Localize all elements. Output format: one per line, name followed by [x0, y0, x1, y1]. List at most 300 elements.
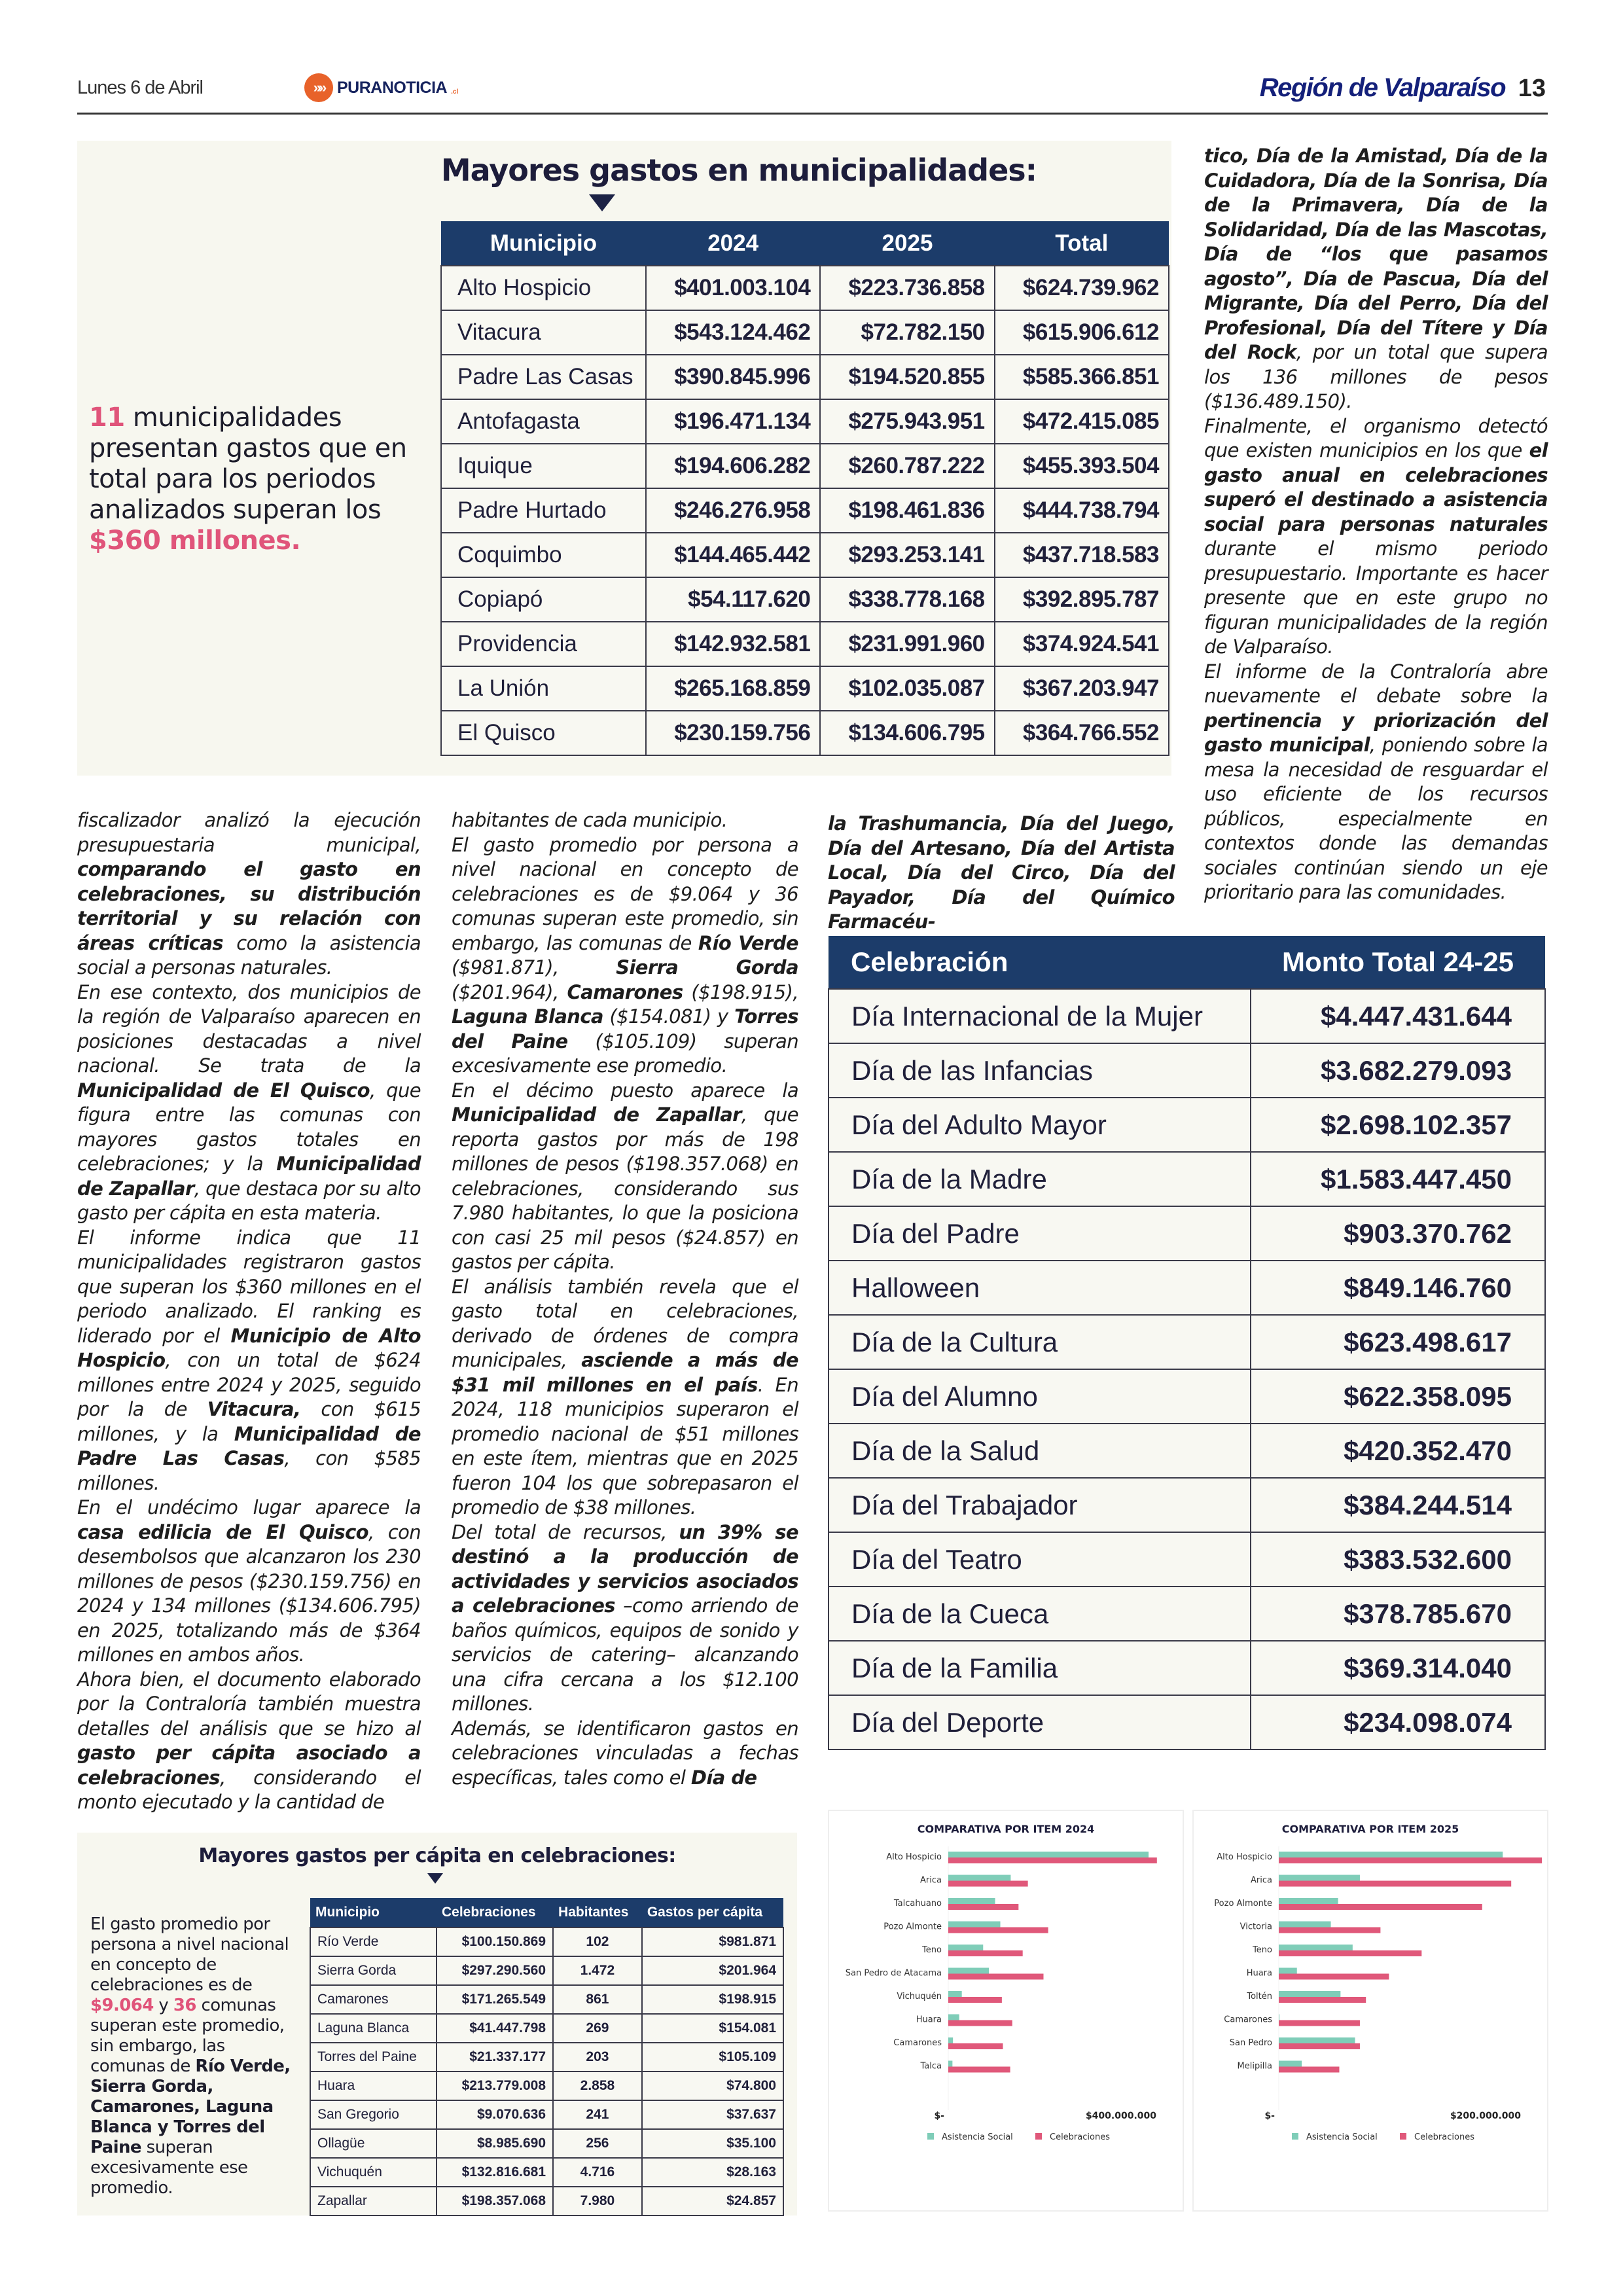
legend-swatch-celebraciones	[1400, 2133, 1406, 2140]
municipality-cell: El Quisco	[441, 711, 646, 755]
bar-asistencia-social	[948, 1852, 1149, 1857]
municipality-cell: $338.778.168	[820, 577, 994, 622]
bar-celebraciones	[948, 1950, 1023, 1956]
text-run: , con un total de $624 millones entre 2024 y 2025, seguido por la de	[77, 1349, 421, 1420]
text-run: ($198.915),	[683, 980, 798, 1003]
top-callout	[89, 403, 416, 556]
municipality-cell: Vitacura	[441, 310, 646, 355]
celebration-cell: $369.314.040	[1251, 1641, 1545, 1695]
celebration-row	[829, 1261, 1545, 1315]
municipality-cell: $390.845.996	[646, 355, 820, 399]
municipalities-table	[440, 221, 1169, 756]
per-capita-cell: $8.985.690	[437, 2129, 553, 2158]
category-label: Camarones	[1224, 2015, 1272, 2025]
bar-asistencia-social	[1279, 1852, 1503, 1857]
municipality-cell: $455.393.504	[995, 444, 1169, 488]
category-label: Victoria	[1240, 1922, 1272, 1932]
per-capita-row	[310, 2158, 783, 2187]
celebration-row	[829, 1641, 1545, 1695]
text-run: ($981.871),	[452, 956, 616, 978]
municipality-cell: $265.168.859	[646, 666, 820, 711]
text-run: como la asistencia social a personas naturales.	[77, 931, 421, 978]
celebration-cell: $3.682.279.093	[1251, 1043, 1545, 1098]
per-capita-cell: $21.337.177	[437, 2043, 553, 2072]
celebration-cell: $622.358.095	[1251, 1369, 1545, 1424]
municipality-cell: $223.736.858	[820, 266, 994, 310]
text-run: con $615 millones, y la	[77, 1398, 421, 1445]
municipality-cell: $615.906.612	[995, 310, 1169, 355]
municipality-cell: $246.276.958	[646, 488, 820, 533]
municipality-cell: $230.159.756	[646, 711, 820, 755]
per-capita-row	[310, 1985, 783, 2014]
per-capita-cell: $198.915	[642, 1985, 783, 2014]
celebration-row	[829, 1532, 1545, 1587]
per-capita-cell: 241	[553, 2100, 642, 2129]
celebration-cell: Día del Adulto Mayor	[829, 1098, 1251, 1152]
per-capita-cell: Zapallar	[310, 2187, 437, 2215]
text-run: El gasto promedio por persona a nivel nacional en concepto de celebraciones es de $9.064 y 36 comunas superan este promedio, sin embargo, las comunas de	[452, 833, 798, 954]
bar-celebraciones	[1279, 1881, 1511, 1887]
municipality-cell: $444.738.794	[995, 488, 1169, 533]
category-label: Vichuquén	[897, 1992, 942, 2001]
text-run: comunas superan este promedio, sin embargo, las comunas de	[90, 1996, 285, 2076]
text-run: y	[153, 1996, 173, 2015]
celebration-cell: $2.698.102.357	[1251, 1098, 1545, 1152]
bar-celebraciones	[948, 1997, 1002, 2003]
celebration-row	[829, 989, 1545, 1043]
celebration-cell: Día del Deporte	[829, 1695, 1251, 1749]
per-capita-cell: $154.081	[642, 2014, 783, 2043]
text-run: . En 2024, 118 municipios superaron el promedio nacional de $51 millones en este ítem, mientras que en 2025 fueron 104 los que sobrepasaron el promedio de $38 millones.	[452, 1373, 799, 1518]
text-run: Además, se identificaron gastos en celebraciones vinculadas a fechas específicas, tales como el	[452, 1717, 798, 1789]
per-capita-cell: 861	[553, 1985, 642, 2014]
celebration-cell: Día de las Infancias	[829, 1043, 1251, 1098]
municipality-cell: Coquimbo	[441, 533, 646, 577]
municipality-cell: $72.782.150	[820, 310, 994, 355]
per-capita-cell: $105.109	[642, 2043, 783, 2072]
municipality-cell: $585.366.851	[995, 355, 1169, 399]
category-label: Huara	[916, 2015, 942, 2025]
bar-celebraciones	[1279, 1997, 1366, 2003]
celebration-cell: Día del Trabajador	[829, 1478, 1251, 1532]
top-infobox	[77, 141, 1171, 776]
per-capita-cell: Sierra Gorda	[310, 1956, 437, 1985]
text-run: , que destaca por su alto gasto per cápita en esta materia.	[77, 1177, 421, 1224]
celebration-cell: $1.583.447.450	[1251, 1152, 1545, 1206]
bar-celebraciones	[1279, 2043, 1360, 2049]
category-label: Arica	[920, 1875, 942, 1886]
bold-run: Municipalidad de Zapallar	[452, 1103, 741, 1126]
article-column-1	[77, 808, 421, 1815]
per-capita-callout	[90, 1914, 293, 2198]
category-label: Alto Hospicio	[886, 1852, 942, 1862]
publication-logo[interactable]	[304, 73, 458, 102]
celebration-cell: Día del Padre	[829, 1206, 1251, 1261]
category-label: Talca	[920, 2061, 942, 2072]
per-capita-row	[310, 2100, 783, 2129]
bar-asistencia-social	[948, 1945, 983, 1950]
bold-run: Municipio de Alto Hospicio	[77, 1324, 421, 1371]
bold-run: la Trashumancia, Día del Juego, Día del Artesano, Día del Artista Local, Día del Circo, Día del Payador, Día del Químico Farmacéu-	[828, 812, 1175, 933]
arrow-down-icon	[589, 194, 615, 211]
arrow-down-icon	[427, 1873, 443, 1884]
municipality-row	[441, 577, 1169, 622]
per-capita-cell: $100.150.869	[437, 1928, 553, 1956]
bar-asistencia-social	[1279, 2037, 1355, 2043]
municipality-cell: $367.203.947	[995, 666, 1169, 711]
article-paragraph	[77, 1668, 421, 1815]
bar-celebraciones	[948, 1904, 1018, 1910]
highlight-run: $9.064	[90, 1996, 154, 2015]
text-run: , por un total que supera los 136 millones de pesos ($136.489.150).	[1204, 341, 1548, 412]
per-capita-cell: Vichuquén	[310, 2158, 437, 2187]
celebration-cell: $420.352.470	[1251, 1424, 1545, 1478]
article-paragraph	[452, 833, 798, 1079]
bar-asistencia-social	[1279, 1898, 1338, 1904]
text-run: El informe de la Contraloría abre nuevamente el debate sobre la	[1204, 660, 1548, 707]
per-capita-row	[310, 2187, 783, 2215]
bold-run: Día de	[690, 1766, 757, 1789]
celebration-row	[829, 1695, 1545, 1749]
municipality-cell: $543.124.462	[646, 310, 820, 355]
per-capita-cell: $132.816.681	[437, 2158, 553, 2187]
per-capita-cell: 1.472	[553, 1956, 642, 1985]
bar-asistencia-social	[948, 1922, 1001, 1928]
bold-run: casa edilicia de El Quisco	[77, 1520, 369, 1543]
per-capita-cell: Ollagüe	[310, 2129, 437, 2158]
bar-asistencia-social	[1279, 1945, 1353, 1950]
per-capita-title: Mayores gastos per cápita en celebraciones:	[198, 1844, 676, 1867]
bar-celebraciones	[948, 1974, 1043, 1980]
celebration-row	[829, 1043, 1545, 1098]
municipality-cell: La Unión	[441, 666, 646, 711]
per-capita-cell: 102	[553, 1928, 642, 1956]
municipality-cell: $102.035.087	[820, 666, 994, 711]
bar-asistencia-social	[1279, 2061, 1302, 2067]
text-run: El análisis también revela que el gasto total en celebraciones, derivado de órdenes de compra municipales,	[452, 1275, 798, 1371]
municipality-cell: $437.718.583	[995, 533, 1169, 577]
per-capita-infobox	[77, 1833, 797, 2215]
per-capita-cell: Huara	[310, 2072, 437, 2100]
municipality-row	[441, 266, 1169, 310]
celebration-row	[829, 1478, 1545, 1532]
highlight-run: 36	[173, 1996, 196, 2015]
municipality-cell: $624.739.962	[995, 266, 1169, 310]
category-label: Toltén	[1247, 1992, 1272, 2001]
per-capita-cell: San Gregorio	[310, 2100, 437, 2129]
bar-celebraciones	[1279, 1904, 1482, 1910]
bold-run: tico, Día de la Amistad, Día de la Cuidadora, Día de la Sonrisa, Día de la Primavera, Día de la Solidaridad, Día de las Mascotas, Día de “los que pasamos agosto”, Día de Pascua, Día del Migrante, Día del Perro, Día del Profesional, Día del Títere y Día del Rock	[1204, 145, 1548, 363]
municipality-cell: $196.471.134	[646, 399, 820, 444]
per-capita-cell: $201.964	[642, 1956, 783, 1985]
per-capita-header-cell: Habitantes	[553, 1898, 642, 1928]
per-capita-cell: Laguna Blanca	[310, 2014, 437, 2043]
category-label: Talcahuano	[893, 1899, 942, 1909]
municipality-cell: Alto Hospicio	[441, 266, 646, 310]
celebration-cell: $4.447.431.644	[1251, 989, 1545, 1043]
municipality-header-cell: Municipio	[441, 221, 646, 266]
municipality-cell: Providencia	[441, 622, 646, 666]
celebration-cell: Día de la Salud	[829, 1424, 1251, 1478]
legend-label: Celebraciones	[1050, 2132, 1110, 2142]
municipality-cell: $142.932.581	[646, 622, 820, 666]
per-capita-cell: 256	[553, 2129, 642, 2158]
celebration-cell: Halloween	[829, 1261, 1251, 1315]
article-paragraph	[77, 808, 421, 980]
text-run: –como arriendo de baños químicos, equipos de sonido y servicios de catering– alcanzando una cifra cercana a los $12.100 millones.	[452, 1594, 798, 1715]
article-paragraph	[1204, 660, 1548, 905]
bar-celebraciones	[948, 1857, 1157, 1863]
top-infobox-title: Mayores gastos en municipalidades:	[440, 152, 1037, 188]
per-capita-cell: $171.265.549	[437, 1985, 553, 2014]
per-capita-cell: 269	[553, 2014, 642, 2043]
text-run: En ese contexto, dos municipios de la región de Valparaíso aparecen en posiciones destacadas a nivel nacional. Se trata de la	[77, 980, 421, 1077]
legend-label: Asistencia Social	[1306, 2132, 1378, 2142]
callout-highlight: $360 millones.	[89, 526, 301, 556]
category-label: Pozo Almonte	[1214, 1899, 1272, 1909]
bold-run: Torres del Paine	[452, 1005, 798, 1052]
category-label: San Pedro de Atacama	[845, 1968, 942, 1979]
text-run: , considerando el monto ejecutado y la cantidad de	[77, 1766, 421, 1813]
bar-asistencia-social	[948, 1875, 1010, 1881]
per-capita-cell: $41.447.798	[437, 2014, 553, 2043]
article-column-2	[452, 808, 798, 1790]
per-capita-row	[310, 2129, 783, 2158]
legend-label: Celebraciones	[1414, 2132, 1474, 2142]
logo-chevrons-icon: »»	[304, 73, 333, 102]
legend-swatch-asistencia	[927, 2133, 934, 2140]
bar-asistencia-social	[1279, 1968, 1297, 1974]
municipality-cell: Padre Las Casas	[441, 355, 646, 399]
municipality-header-cell: 2024	[646, 221, 820, 266]
article-paragraph	[77, 980, 421, 1226]
bold-run: gasto per cápita asociado a celebraciones	[77, 1742, 421, 1789]
per-capita-cell: Torres del Paine	[310, 2043, 437, 2072]
per-capita-header-cell: Municipio	[310, 1898, 437, 1928]
per-capita-row	[310, 2043, 783, 2072]
celebration-cell: $384.244.514	[1251, 1478, 1545, 1532]
article-column-3	[828, 812, 1175, 935]
legend-swatch-asistencia	[1292, 2133, 1298, 2140]
municipality-cell: $293.253.141	[820, 533, 994, 577]
per-capita-cell: $213.779.008	[437, 2072, 553, 2100]
municipality-cell: $374.924.541	[995, 622, 1169, 666]
bold-run: Municipalidad de Zapallar	[77, 1153, 421, 1200]
celebration-row	[829, 1587, 1545, 1641]
celebration-cell: Día del Teatro	[829, 1532, 1251, 1587]
per-capita-row	[310, 1956, 783, 1985]
bar-celebraciones	[948, 2067, 1010, 2073]
per-capita-cell: 2.858	[553, 2072, 642, 2100]
bar-asistencia-social	[1279, 1922, 1331, 1928]
municipality-header-cell: 2025	[820, 221, 994, 266]
page-number: 13	[1518, 75, 1546, 102]
celebration-cell: $383.532.600	[1251, 1532, 1545, 1587]
category-label: Melipilla	[1237, 2061, 1272, 2072]
bar-asistencia-social	[948, 1968, 989, 1974]
celebration-cell: Día de la Cultura	[829, 1315, 1251, 1369]
callout-number: 11	[89, 403, 125, 433]
text-run: El gasto promedio por persona a nivel nacional en concepto de celebraciones es de	[90, 1914, 289, 1995]
per-capita-cell: $198.357.068	[437, 2187, 553, 2215]
text-run: durante el mismo periodo presupuestario. Importante es hacer presente que en este grupo no figuran municipalidades de la región de Valparaíso.	[1204, 537, 1548, 658]
municipality-cell: $392.895.787	[995, 577, 1169, 622]
per-capita-cell: $24.857	[642, 2187, 783, 2215]
celebration-row	[829, 1424, 1545, 1478]
municipality-row	[441, 399, 1169, 444]
bold-run: comparando el gasto en celebraciones, su distribución territorial y su relación con áreas críticas	[77, 858, 421, 954]
section-title: Región de Valparaíso	[1259, 73, 1505, 102]
bar-celebraciones	[1279, 1950, 1421, 1956]
bar-asistencia-social	[948, 2061, 952, 2067]
text-run: ($105.109) superan excesivamente ese promedio.	[452, 1030, 798, 1077]
category-label: San Pedro	[1229, 2038, 1272, 2048]
chart-title: COMPARATIVA POR ITEM 2025	[1281, 1823, 1459, 1835]
celebration-cell: Día de la Cueca	[829, 1587, 1251, 1641]
municipality-cell: $144.465.442	[646, 533, 820, 577]
text-run: En el décimo puesto aparece la	[452, 1079, 798, 1102]
per-capita-cell: $37.637	[642, 2100, 783, 2129]
issue-date: Lunes 6 de Abril	[77, 77, 203, 98]
celebration-cell: $903.370.762	[1251, 1206, 1545, 1261]
celebration-row	[829, 1098, 1545, 1152]
municipality-row	[441, 488, 1169, 533]
celebration-row	[829, 1152, 1545, 1206]
bar-celebraciones	[948, 2043, 1003, 2049]
municipality-row	[441, 666, 1169, 711]
bold-run: pertinencia y priorización del gasto municipal	[1204, 709, 1548, 756]
municipality-cell: Padre Hurtado	[441, 488, 646, 533]
per-capita-row	[310, 1928, 783, 1956]
celebration-header-cell: Monto Total 24-25	[1251, 936, 1545, 989]
article-paragraph	[452, 1717, 798, 1791]
per-capita-row	[310, 2014, 783, 2043]
text-run: Ahora bien, el documento elaborado por la Contraloría también muestra detalles del análisis que se hizo al	[77, 1668, 421, 1740]
municipality-cell: $198.461.836	[820, 488, 994, 533]
article-paragraph	[1204, 144, 1548, 414]
bold-run: asciende a más de $31 mil millones en el país	[452, 1349, 798, 1396]
municipality-cell: $194.606.282	[646, 444, 820, 488]
per-capita-cell: $297.290.560	[437, 1956, 553, 1985]
logo-wordmark: PURANOTICIA	[337, 78, 448, 97]
municipality-cell: Antofagasta	[441, 399, 646, 444]
bar-asistencia-social	[948, 2015, 959, 2020]
celebration-cell: Día del Alumno	[829, 1369, 1251, 1424]
bar-asistencia-social	[948, 1991, 962, 1997]
bold-run: Laguna Blanca	[452, 1005, 603, 1028]
bold-run: el gasto anual en celebraciones superó el destinado a asistencia social para personas naturales	[1204, 439, 1548, 535]
celebration-row	[829, 1315, 1545, 1369]
text-run: , que figura entre las comunas con mayores gastos totales en celebraciones; y la	[77, 1079, 421, 1175]
celebration-header-cell: Celebración	[829, 936, 1251, 989]
bar-celebraciones	[1279, 2020, 1360, 2026]
municipality-cell: Copiapó	[441, 577, 646, 622]
bar-celebraciones	[1279, 1928, 1380, 1933]
per-capita-cell: 203	[553, 2043, 642, 2072]
per-capita-cell: Río Verde	[310, 1928, 437, 1956]
municipality-cell: $54.117.620	[646, 577, 820, 622]
text-run: , con desembolsos que alcanzaron los 230 millones de pesos ($230.159.756) en 2024 y 134 millones ($134.606.795) en 2025, totalizando más de $364 millones en ambos años.	[77, 1520, 421, 1666]
celebration-cell: $623.498.617	[1251, 1315, 1545, 1369]
x-tick-label: $400.000.000	[1085, 2111, 1156, 2121]
bar-asistencia-social	[1279, 1875, 1360, 1881]
text-run: , que reporta gastos por más de 198 millones de pesos ($198.357.068) en celebraciones, considerando sus 7.980 habitantes, lo que la posiciona con casi 25 mil pesos ($24.857) en gastos per cápita.	[452, 1103, 798, 1273]
per-capita-cell: $9.070.636	[437, 2100, 553, 2129]
bar-asistencia-social	[948, 2037, 953, 2043]
text-run: habitantes de cada municipio.	[452, 809, 728, 831]
article-paragraph	[77, 1226, 421, 1496]
celebration-cell: Día de la Familia	[829, 1641, 1251, 1695]
bar-asistencia-social	[1279, 1991, 1340, 1997]
article-paragraph	[452, 808, 798, 833]
text-run: El informe indica que 11 municipalidades registraron gastos que superan los $360 millones en el periodo analizado. El ranking es liderado por el	[77, 1226, 421, 1347]
bold-run: Camarones	[567, 980, 683, 1003]
legend-label: Asistencia Social	[942, 2132, 1013, 2142]
text-run: , con $585 millones.	[77, 1447, 421, 1494]
chart-comparativa-2024	[828, 1810, 1184, 2212]
chart-title: COMPARATIVA POR ITEM 2024	[917, 1823, 1095, 1835]
bold-run: Sierra Gorda	[616, 956, 798, 978]
logo-domain: .cl	[451, 88, 459, 96]
x-tick-label: $-	[934, 2111, 944, 2121]
celebration-row	[829, 1369, 1545, 1424]
municipality-row	[441, 444, 1169, 488]
per-capita-cell: $28.163	[642, 2158, 783, 2187]
per-capita-header-cell: Celebraciones	[437, 1898, 553, 1928]
celebration-cell: Día de la Madre	[829, 1152, 1251, 1206]
article-paragraph	[452, 1520, 798, 1717]
per-capita-cell: 4.716	[553, 2158, 642, 2187]
per-capita-cell: $74.800	[642, 2072, 783, 2100]
bold-run: Municipalidad de El Quisco	[77, 1079, 370, 1102]
chart-comparativa-2025	[1192, 1810, 1548, 2212]
article-paragraph	[828, 812, 1175, 935]
bar-celebraciones	[948, 1928, 1048, 1933]
bold-run: Río Verde	[698, 931, 798, 954]
chart-2024-svg	[829, 1811, 1183, 2210]
per-capita-table	[310, 1898, 784, 2216]
municipality-cell: $194.520.855	[820, 355, 994, 399]
bar-celebraciones	[948, 2020, 1012, 2026]
celebration-cell: $849.146.760	[1251, 1261, 1545, 1315]
text-run: ($154.081) y	[603, 1005, 735, 1028]
municipality-cell: $275.943.951	[820, 399, 994, 444]
x-tick-label: $200.000.000	[1450, 2111, 1521, 2121]
bold-run: Municipalidad de Padre Las Casas	[77, 1422, 421, 1469]
category-label: Pozo Almonte	[883, 1922, 942, 1932]
celebration-row	[829, 1206, 1545, 1261]
article-paragraph	[1204, 414, 1548, 660]
text-run: En el undécimo lugar aparece la	[77, 1496, 421, 1518]
bar-asistencia-social	[948, 1898, 995, 1904]
bold-run: Vitacura,	[207, 1398, 301, 1420]
bold-run: un 39% se destinó a la producción de actividades y servicios asociados a celebraciones	[452, 1520, 798, 1617]
municipality-header-cell: Total	[995, 221, 1169, 266]
celebration-cell: $378.785.670	[1251, 1587, 1545, 1641]
municipality-row	[441, 711, 1169, 755]
municipality-row	[441, 533, 1169, 577]
text-run: superan excesivamente ese promedio.	[90, 2138, 248, 2198]
per-capita-cell: 7.980	[553, 2187, 642, 2215]
category-label: Camarones	[893, 2038, 942, 2048]
x-tick-label: $-	[1264, 2111, 1275, 2121]
legend-swatch-celebraciones	[1035, 2133, 1042, 2140]
celebration-cell: $234.098.074	[1251, 1695, 1545, 1749]
celebration-cell: Día Internacional de la Mujer	[829, 989, 1251, 1043]
category-label: Arica	[1251, 1875, 1272, 1886]
bar-celebraciones	[1279, 2067, 1340, 2073]
bar-celebraciones	[1279, 1974, 1389, 1980]
